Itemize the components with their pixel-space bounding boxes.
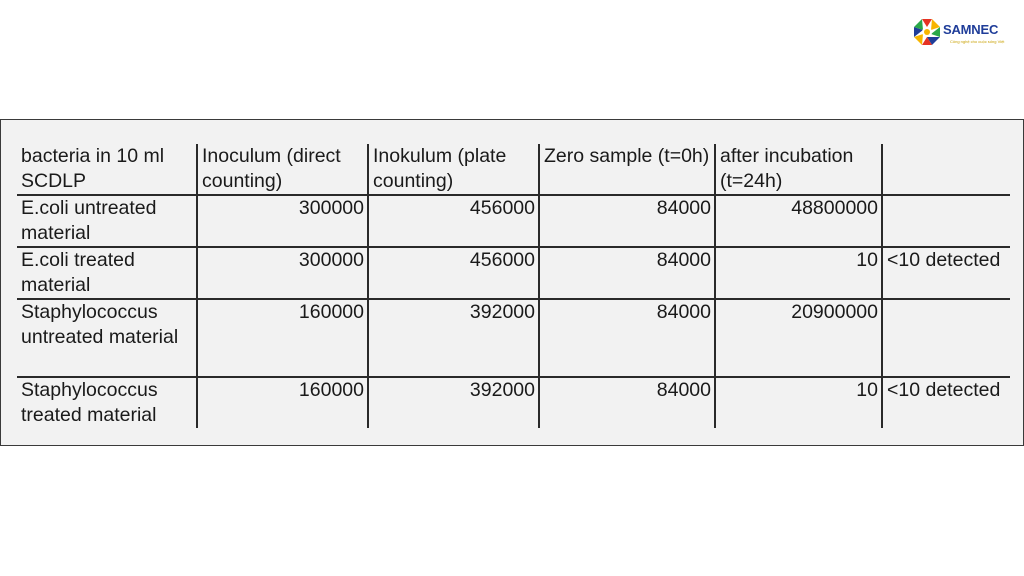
table-cell: 300000 bbox=[197, 195, 368, 247]
table-cell: 84000 bbox=[539, 195, 715, 247]
scanned-table-image bbox=[0, 119, 1024, 446]
column-header: Zero sample (t=0h) bbox=[539, 144, 715, 195]
table-row bbox=[17, 247, 1010, 299]
table-cell: 160000 bbox=[197, 299, 368, 377]
brand-tagline: Công nghệ cho cuộc sống Việt bbox=[950, 39, 1005, 44]
column-header: Inokulum (plate counting) bbox=[368, 144, 539, 195]
table-cell: 300000 bbox=[197, 247, 368, 299]
table-cell: 392000 bbox=[368, 377, 539, 428]
column-header bbox=[882, 144, 1010, 195]
table-cell: 48800000 bbox=[715, 195, 882, 247]
row-label: Staphylococcus treated material bbox=[17, 377, 197, 428]
table-cell: 392000 bbox=[368, 299, 539, 377]
table-cell bbox=[882, 299, 1010, 377]
table-cell: 160000 bbox=[197, 377, 368, 428]
row-label: E.coli untreated material bbox=[17, 195, 197, 247]
row-label: Staphylococcus untreated material bbox=[17, 299, 197, 377]
table-cell: 456000 bbox=[368, 247, 539, 299]
table-row bbox=[17, 195, 1010, 247]
table-row bbox=[17, 299, 1010, 377]
table-header-row bbox=[17, 144, 1010, 195]
table-cell: <10 detected bbox=[882, 247, 1010, 299]
table-cell: 20900000 bbox=[715, 299, 882, 377]
table-cell: 456000 bbox=[368, 195, 539, 247]
bacteria-results-table bbox=[17, 144, 1010, 428]
table-cell: 10 bbox=[715, 247, 882, 299]
column-header: after incubation (t=24h) bbox=[715, 144, 882, 195]
table-cell: 84000 bbox=[539, 377, 715, 428]
samnec-logo-icon bbox=[913, 18, 941, 46]
column-header: Inoculum (direct counting) bbox=[197, 144, 368, 195]
table-cell: 84000 bbox=[539, 247, 715, 299]
table-cell: 84000 bbox=[539, 299, 715, 377]
table-cell: 10 bbox=[715, 377, 882, 428]
table-cell: <10 detected bbox=[882, 377, 1010, 428]
brand-name: SAMNEC bbox=[943, 22, 999, 37]
table-row bbox=[17, 377, 1010, 428]
row-label: E.coli treated material bbox=[17, 247, 197, 299]
column-header: bacteria in 10 ml SCDLP bbox=[17, 144, 197, 195]
samnec-logo bbox=[913, 18, 1005, 48]
table-cell bbox=[882, 195, 1010, 247]
